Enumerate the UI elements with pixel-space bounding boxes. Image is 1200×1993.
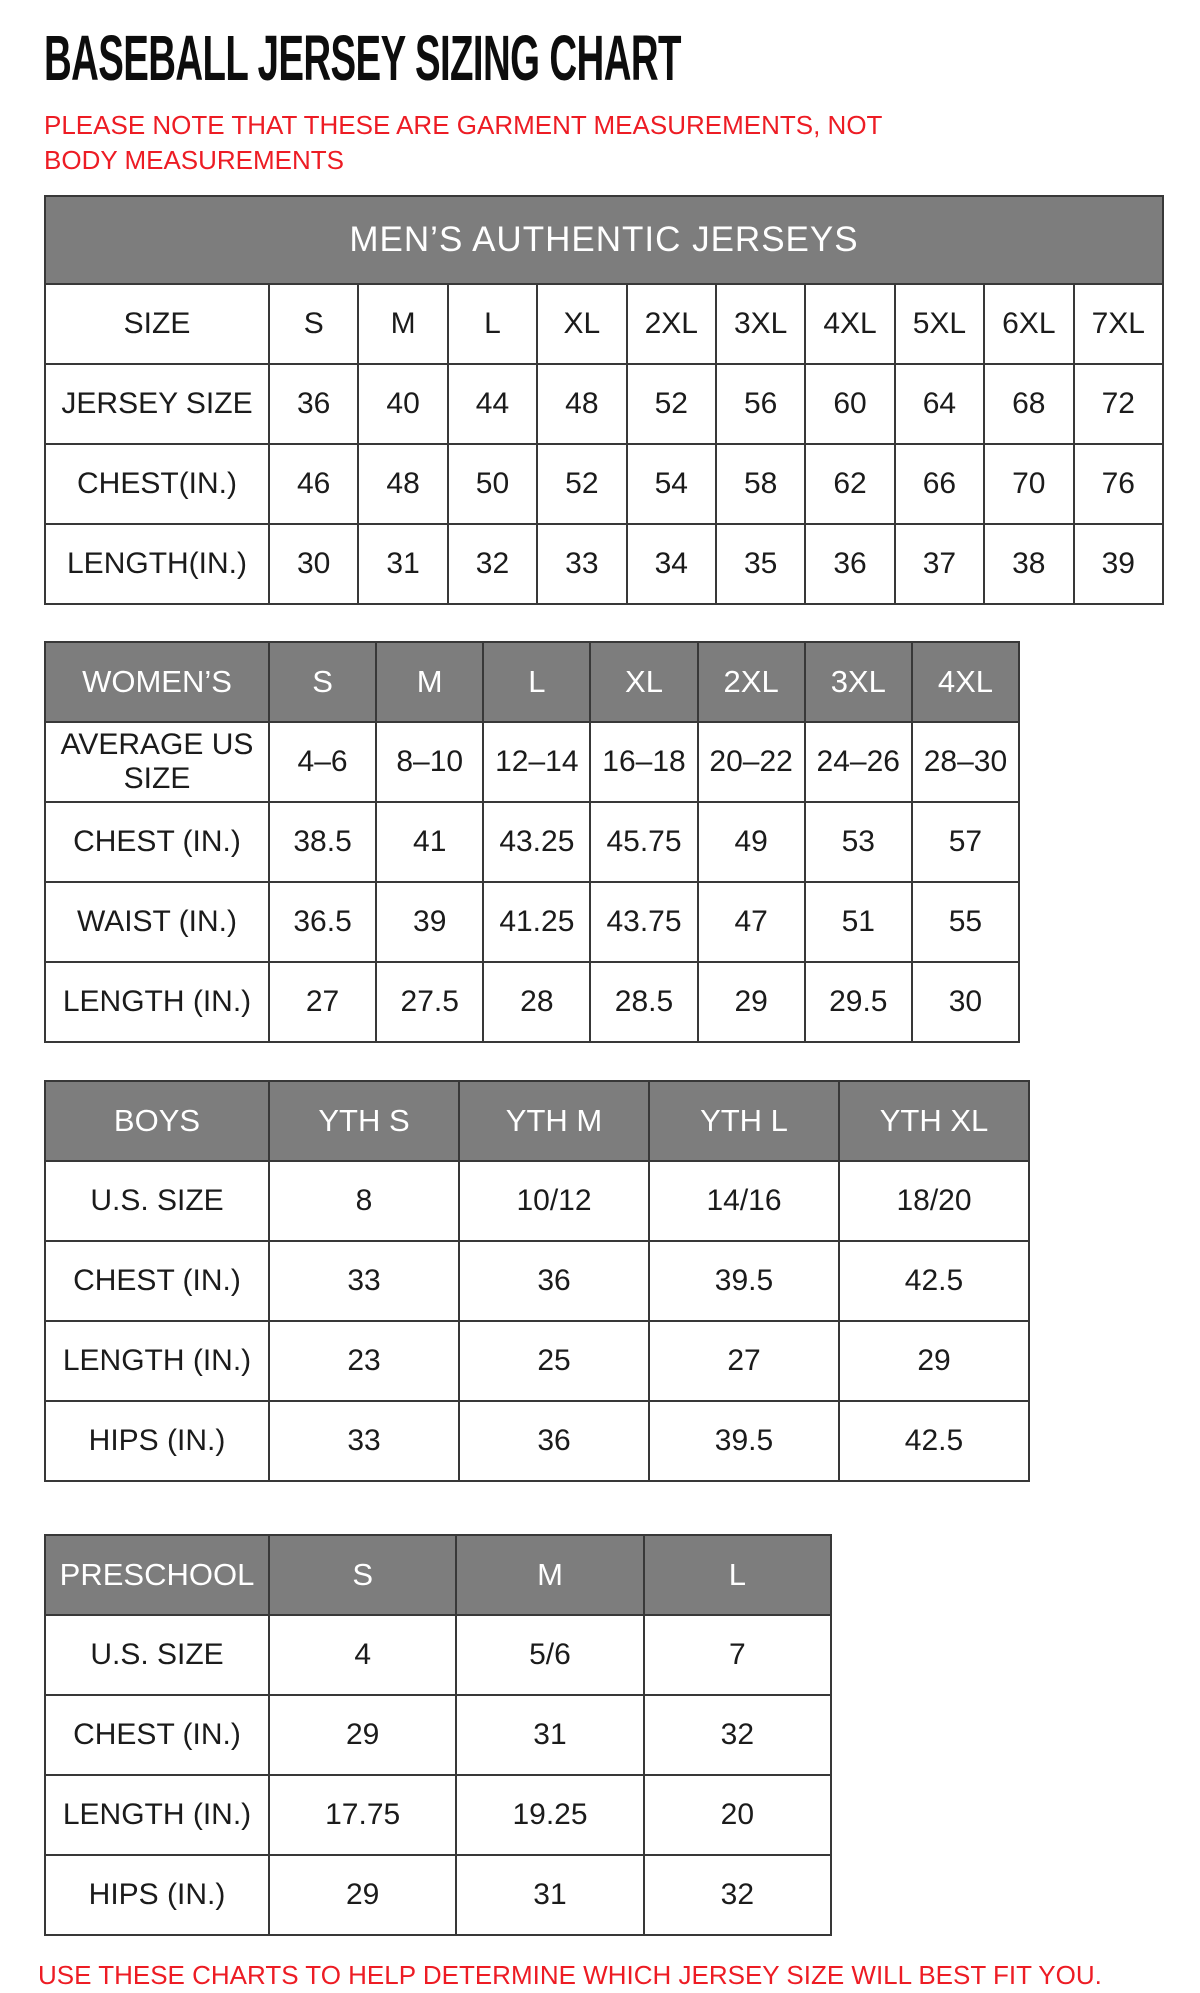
womens-sizing-table <box>44 641 1020 1043</box>
cell: 41.25 <box>483 882 590 962</box>
womens-column-header: M <box>376 642 483 722</box>
cell: 66 <box>895 444 984 524</box>
cell: 31 <box>456 1855 643 1935</box>
boys-section <box>44 1080 1200 1482</box>
womens-row <box>45 722 1019 802</box>
cell: 36.5 <box>269 882 376 962</box>
cell: 7 <box>644 1615 831 1695</box>
row-label: LENGTH (IN.) <box>45 962 269 1042</box>
cell: 68 <box>984 364 1073 444</box>
cell: 44 <box>448 364 537 444</box>
row-label: LENGTH (IN.) <box>45 1775 269 1855</box>
cell: 43.25 <box>483 802 590 882</box>
cell: 18/20 <box>839 1161 1029 1241</box>
mens-column-header: 4XL <box>805 284 894 364</box>
cell: 10/12 <box>459 1161 649 1241</box>
row-label: U.S. SIZE <box>45 1615 269 1695</box>
preschool-column-header: M <box>456 1535 643 1615</box>
cell: 42.5 <box>839 1401 1029 1481</box>
cell: 45.75 <box>590 802 697 882</box>
cell: 47 <box>698 882 805 962</box>
womens-header-row <box>45 642 1019 722</box>
mens-column-header: L <box>448 284 537 364</box>
cell: 34 <box>627 524 716 604</box>
cell: 8–10 <box>376 722 483 802</box>
cell: 16–18 <box>590 722 697 802</box>
cell: 50 <box>448 444 537 524</box>
boys-row <box>45 1401 1029 1481</box>
row-label: HIPS (IN.) <box>45 1855 269 1935</box>
fit-advice-note: USE THESE CHARTS TO HELP DETERMINE WHICH JERSEY SIZE WILL BEST FIT YOU. <box>38 1960 1102 1990</box>
row-label: U.S. SIZE <box>45 1161 269 1241</box>
womens-column-header: S <box>269 642 376 722</box>
cell: 39 <box>376 882 483 962</box>
garment-measurement-note: PLEASE NOTE THAT THESE ARE GARMENT MEASUREMENTS, NOT BODY MEASUREMENTS <box>44 110 882 175</box>
cell: 51 <box>805 882 912 962</box>
cell: 39 <box>1074 524 1163 604</box>
womens-row <box>45 882 1019 962</box>
cell: 29 <box>839 1321 1029 1401</box>
preschool-column-header: S <box>269 1535 456 1615</box>
womens-column-header: 2XL <box>698 642 805 722</box>
preschool-row <box>45 1855 831 1935</box>
cell: 60 <box>805 364 894 444</box>
cell: 14/16 <box>649 1161 839 1241</box>
boys-column-header: YTH S <box>269 1081 459 1161</box>
mens-banner: MEN’S AUTHENTIC JERSEYS <box>45 196 1163 284</box>
mens-column-header: M <box>358 284 447 364</box>
cell: 41 <box>376 802 483 882</box>
cell: 33 <box>269 1401 459 1481</box>
womens-row <box>45 802 1019 882</box>
cell: 57 <box>912 802 1019 882</box>
mens-column-header: 5XL <box>895 284 984 364</box>
cell: 76 <box>1074 444 1163 524</box>
womens-column-header: XL <box>590 642 697 722</box>
cell: 30 <box>912 962 1019 1042</box>
womens-column-header: L <box>483 642 590 722</box>
preschool-row <box>45 1775 831 1855</box>
cell: 29.5 <box>805 962 912 1042</box>
mens-row <box>45 444 1163 524</box>
cell: 36 <box>459 1241 649 1321</box>
row-label: WAIST (IN.) <box>45 882 269 962</box>
cell: 29 <box>698 962 805 1042</box>
mens-banner-row <box>45 196 1163 284</box>
mens-column-header: 6XL <box>984 284 1073 364</box>
row-label: CHEST (IN.) <box>45 1695 269 1775</box>
cell: 29 <box>269 1695 456 1775</box>
cell: 38.5 <box>269 802 376 882</box>
boys-column-header: YTH XL <box>839 1081 1029 1161</box>
cell: 17.75 <box>269 1775 456 1855</box>
preschool-row <box>45 1695 831 1775</box>
cell: 19.25 <box>456 1775 643 1855</box>
cell: 38 <box>984 524 1073 604</box>
cell: 72 <box>1074 364 1163 444</box>
cell: 39.5 <box>649 1241 839 1321</box>
cell: 53 <box>805 802 912 882</box>
cell: 32 <box>644 1695 831 1775</box>
cell: 4 <box>269 1615 456 1695</box>
mens-column-header: S <box>269 284 358 364</box>
boys-row <box>45 1321 1029 1401</box>
cell: 27.5 <box>376 962 483 1042</box>
row-label: AVERAGE US SIZE <box>45 722 269 802</box>
cell: 8 <box>269 1161 459 1241</box>
boys-column-header: YTH L <box>649 1081 839 1161</box>
cell: 27 <box>649 1321 839 1401</box>
womens-section <box>44 641 1200 1043</box>
preschool-row <box>45 1615 831 1695</box>
mens-column-header: 7XL <box>1074 284 1163 364</box>
boys-row <box>45 1241 1029 1321</box>
womens-header-label: WOMEN’S <box>45 642 269 722</box>
cell: 36 <box>269 364 358 444</box>
page-title-text: BASEBALL JERSEY SIZING CHART <box>44 22 681 94</box>
row-label: HIPS (IN.) <box>45 1401 269 1481</box>
cell: 12–14 <box>483 722 590 802</box>
preschool-header-label: PRESCHOOL <box>45 1535 269 1615</box>
cell: 70 <box>984 444 1073 524</box>
cell: 52 <box>627 364 716 444</box>
cell: 39.5 <box>649 1401 839 1481</box>
cell: 31 <box>456 1695 643 1775</box>
cell: 48 <box>358 444 447 524</box>
cell: 43.75 <box>590 882 697 962</box>
cell: 23 <box>269 1321 459 1401</box>
cell: 37 <box>895 524 984 604</box>
womens-column-header: 3XL <box>805 642 912 722</box>
cell: 36 <box>805 524 894 604</box>
row-label: CHEST (IN.) <box>45 802 269 882</box>
womens-row <box>45 962 1019 1042</box>
cell: 32 <box>644 1855 831 1935</box>
cell: 48 <box>537 364 626 444</box>
row-label: JERSEY SIZE <box>45 364 269 444</box>
preschool-section <box>44 1534 1200 1936</box>
preschool-header-row <box>45 1535 831 1615</box>
mens-header-label: SIZE <box>45 284 269 364</box>
womens-column-header: 4XL <box>912 642 1019 722</box>
mens-column-header: 3XL <box>716 284 805 364</box>
boys-header-label: BOYS <box>45 1081 269 1161</box>
cell: 55 <box>912 882 1019 962</box>
cell: 24–26 <box>805 722 912 802</box>
mens-row <box>45 524 1163 604</box>
cell: 42.5 <box>839 1241 1029 1321</box>
mens-column-header: 2XL <box>627 284 716 364</box>
cell: 46 <box>269 444 358 524</box>
preschool-column-header: L <box>644 1535 831 1615</box>
cell: 28–30 <box>912 722 1019 802</box>
cell: 52 <box>537 444 626 524</box>
cell: 35 <box>716 524 805 604</box>
boys-column-header: YTH M <box>459 1081 649 1161</box>
row-label: CHEST (IN.) <box>45 1241 269 1321</box>
cell: 20–22 <box>698 722 805 802</box>
cell: 62 <box>805 444 894 524</box>
mens-header-row <box>45 284 1163 364</box>
cell: 31 <box>358 524 447 604</box>
cell: 25 <box>459 1321 649 1401</box>
preschool-sizing-table <box>44 1534 832 1936</box>
mens-column-header: XL <box>537 284 626 364</box>
cell: 33 <box>269 1241 459 1321</box>
cell: 56 <box>716 364 805 444</box>
cell: 32 <box>448 524 537 604</box>
cell: 30 <box>269 524 358 604</box>
cell: 33 <box>537 524 626 604</box>
boys-row <box>45 1161 1029 1241</box>
cell: 36 <box>459 1401 649 1481</box>
row-label: CHEST(IN.) <box>45 444 269 524</box>
row-label: LENGTH(IN.) <box>45 524 269 604</box>
boys-header-row <box>45 1081 1029 1161</box>
mens-row <box>45 364 1163 444</box>
mens-authentic-jerseys-section <box>44 195 1200 605</box>
cell: 5/6 <box>456 1615 643 1695</box>
cell: 4–6 <box>269 722 376 802</box>
cell: 29 <box>269 1855 456 1935</box>
cell: 20 <box>644 1775 831 1855</box>
row-label: LENGTH (IN.) <box>45 1321 269 1401</box>
cell: 28.5 <box>590 962 697 1042</box>
cell: 58 <box>716 444 805 524</box>
cell: 49 <box>698 802 805 882</box>
cell: 54 <box>627 444 716 524</box>
page-title <box>44 22 1200 94</box>
cell: 40 <box>358 364 447 444</box>
cell: 27 <box>269 962 376 1042</box>
cell: 28 <box>483 962 590 1042</box>
mens-sizing-table <box>44 195 1164 605</box>
boys-sizing-table <box>44 1080 1030 1482</box>
cell: 64 <box>895 364 984 444</box>
